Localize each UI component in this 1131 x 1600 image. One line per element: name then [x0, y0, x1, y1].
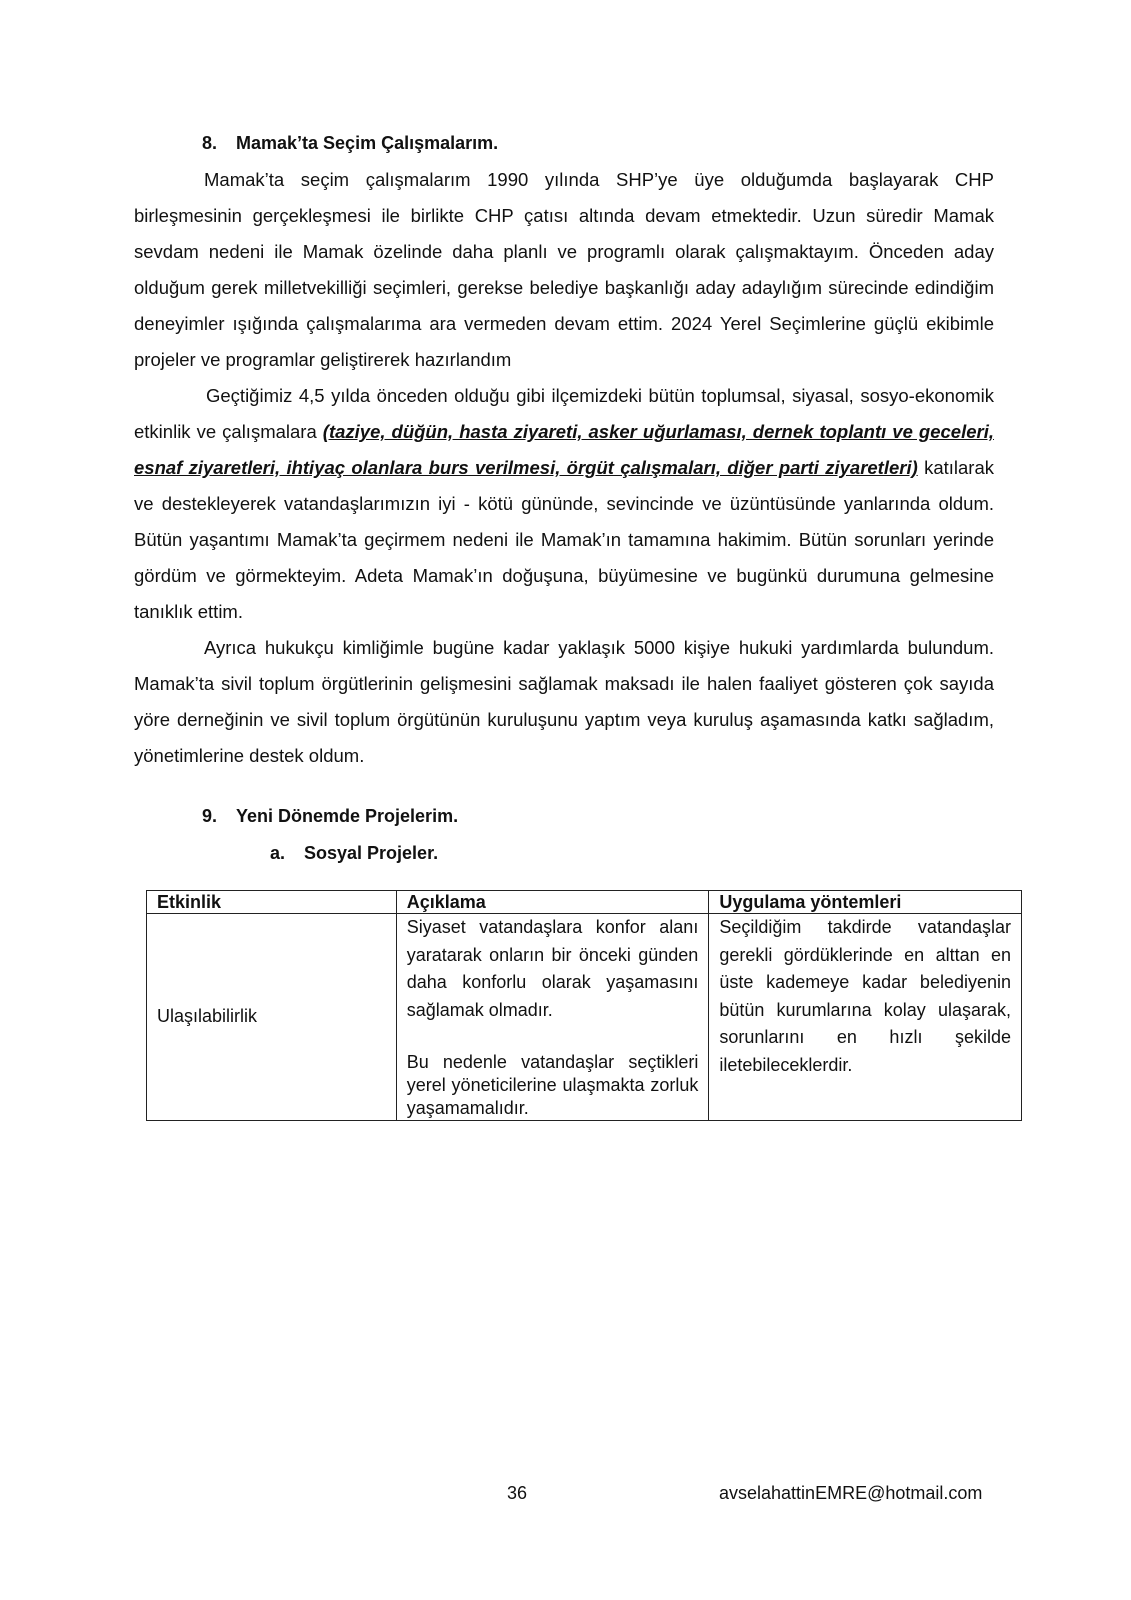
column-header: Etkinlik	[147, 891, 397, 914]
description-text: Bu nedenle vatandaşlar seçtikleri yerel yöneticilerine ulaşmakta zorluk yaşamamalıdır.	[406, 1052, 699, 1118]
section-number: 8.	[202, 133, 218, 153]
table-header-row	[147, 891, 1022, 914]
section-title: Yeni Dönemde Projelerim.	[236, 806, 459, 826]
paragraph	[134, 378, 994, 630]
description-text: Siyaset vatandaşlara konfor alanı yaratarak onların bir önceki günden daha konforlu olarak yaşamasını sağlamak olmadır.	[406, 917, 699, 1020]
section-8-heading	[202, 133, 498, 154]
subsection-letter: a.	[270, 843, 286, 863]
column-header: Uygulama yöntemleri	[709, 891, 1022, 914]
section-number: 9.	[202, 806, 218, 826]
paragraph: Ayrıca hukukçu kimliğimle bugüne kadar yaklaşık 5000 kişiye hukuki yardımlarda bulundum. Mamak’ta sivil toplum örgütlerinin gelişmesini sağlamak maksadı ile halen faaliyet gösteren çok sayıda yöre derneğinin ve sivil toplum örgütünün kuruluşunu yaptım veya kuruluş aşamasında katkı sağladım, yönetimlerine destek oldum.	[134, 637, 994, 766]
page-number: 36	[507, 1483, 528, 1503]
spacer	[407, 1024, 699, 1051]
paragraph-text: katılarak ve destekleyerek vatandaşlarımızın iyi - kötü gününde, sevincinde ve üzüntüsünde yanlarında oldum. Bütün yaşantımı Mamak’ta geçirmem nedeni ile Mamak’ın tamamına hakimim. Bütün sorunları yerinde gördüm ve görmekteyim. Adeta Mamak’ın doğuşuna, büyümesine ve bugünkü durumuna gelmesine tanıklık ettim.	[134, 457, 994, 622]
description-cell	[396, 914, 709, 1121]
section-8-body	[134, 162, 994, 774]
paragraph: Mamak’ta seçim çalışmalarım 1990 yılında SHP’ye üye olduğumda başlayarak CHP birleşmesinin gerçekleşmesi ile birlikte CHP çatısı altında devam etmektedir. Uzun süredir Mamak sevdam nedeni ile Mamak özelinde daha planlı ve programlı olarak çalışmaktayım. Önceden aday olduğum gerek milletvekilliği seçimleri, gerekse belediye başkanlığı aday adaylığım sürecinde edindiğim deneyimler ışığında çalışmalarıma ara vermeden devam ettim. 2024 Yerel Seçimlerine güçlü ekibimle projeler ve programlar geliştirerek hazırlandım	[134, 169, 994, 370]
emphasized-activities: (taziye, düğün, hasta ziyareti, asker uğurlaması, dernek toplantı ve geceleri, esnaf ziyaretleri, ihtiyaç olanlara burs verilmesi, örgüt çalışmaları, diğer parti ziyaretleri)	[134, 421, 994, 478]
projects-table	[146, 890, 1022, 1121]
column-header: Açıklama	[396, 891, 709, 914]
subsection-title: Sosyal Projeler.	[304, 843, 439, 863]
paragraph-text: Geçtiğimiz 4,5 yılda önceden olduğu gibi ilçemizdeki bütün toplumsal, siyasal, sosyo-ekonomik etkinlik ve çalışmalara	[134, 385, 994, 442]
section-title: Mamak’ta Seçim Çalışmalarım.	[236, 133, 499, 153]
method-cell: Seçildiğim takdirde vatandaşlar gerekli gördüklerinde en alttan en üste kademeye kadar belediyenin bütün kurumlarına kolay ulaşarak, sorunlarını en hızlı şekilde iletebileceklerdir.	[709, 914, 1022, 1121]
subsection-heading	[270, 843, 438, 864]
footer-email: avselahattinEMRE@hotmail.com	[719, 1483, 983, 1503]
section-9-heading	[202, 806, 458, 827]
table-row	[147, 914, 1022, 1121]
activity-cell: Ulaşılabilirlik	[147, 914, 397, 1121]
